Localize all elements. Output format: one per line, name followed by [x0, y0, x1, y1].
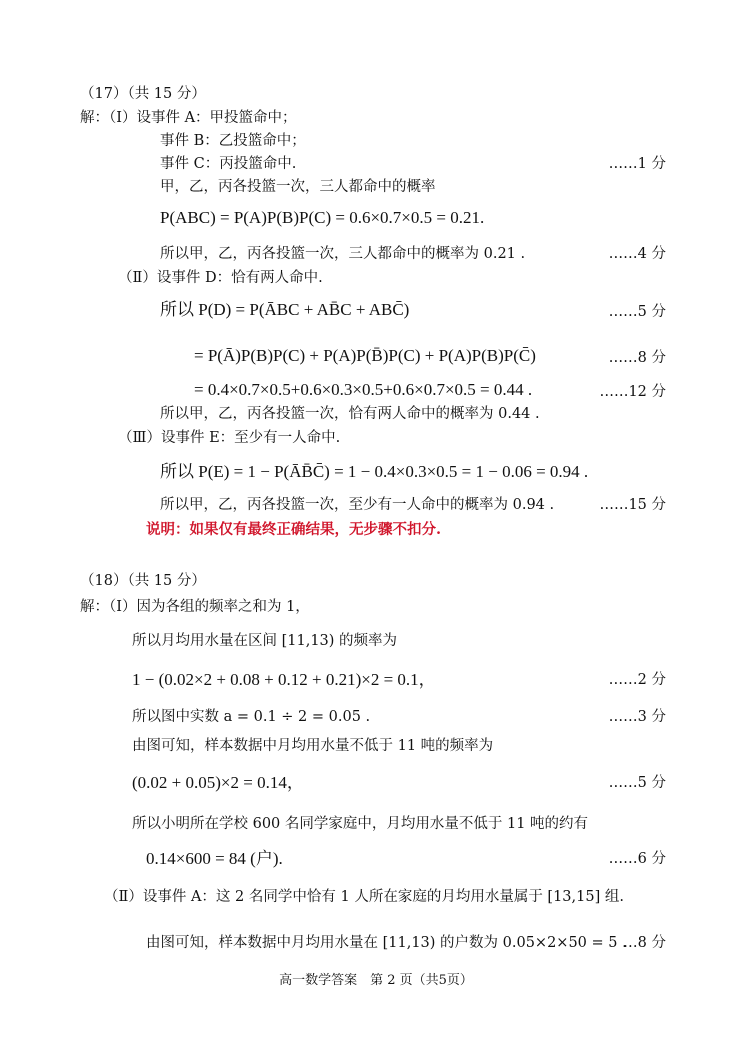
q18-p2-line1: （Ⅱ）设事件 A：这 2 名同学中恰有 1 人所在家庭的月均用水量属于 [13,15] 组. — [104, 889, 624, 905]
q17-p2-score3: ……12 分 — [599, 384, 666, 400]
q18-p1-line3: 所以图中实数 a = 0.1 ÷ 2 = 0.05 . — [132, 709, 371, 725]
q18-p2-line2: 由图可知，样本数据中月均用水量在 [11,13) 的户数为 0.05×2×50 = 5 . — [146, 935, 627, 951]
q18-header: （18）（共 15 分） — [80, 573, 206, 589]
q17-p3-equation: 所以 P(E) = 1 − P(ĀB̄C̄) = 1 − 0.4×0.3×0.5 = 1 − 0.06 = 0.94 . — [160, 462, 589, 481]
q18-p1-equation1: 1 − (0.02×2 + 0.08 + 0.12 + 0.21)×2 = 0.1， — [132, 670, 436, 689]
q17-p1-conclusion: 所以甲，乙，丙各投篮一次，三人都命中的概率为 0.21 . — [160, 246, 526, 262]
q17-p2-equation1: 所以 P(D) = P(ĀBC + AB̄C + ABC̄) — [160, 300, 410, 319]
q17-p2-equation3: = 0.4×0.7×0.5+0.6×0.3×0.5+0.6×0.7×0.5 = 0.44 . — [194, 380, 533, 399]
q17-p1-score2: ……4 分 — [608, 246, 666, 262]
q17-p1-line2: 事件 B：乙投篮命中； — [160, 133, 306, 149]
q18-p1-score3: ……5 分 — [608, 775, 666, 791]
q17-p3-conclusion: 所以甲，乙，丙各投篮一次，至少有一人命中的概率为 0.94 . — [160, 497, 555, 513]
q17-p2-line1: （Ⅱ）设事件 D：恰有两人命中. — [118, 270, 323, 286]
q18-p1-score2: ……3 分 — [608, 709, 666, 725]
q18-p2-score: …8 分 — [623, 935, 666, 951]
q17-p1-line3: 事件 C：丙投篮命中. — [160, 156, 297, 172]
q17-note: 说明：如果仅有最终正确结果，无步骤不扣分. — [146, 521, 442, 538]
q18-p1-score1: ……2 分 — [608, 672, 666, 688]
q17-p3-line1: （Ⅲ）设事件 E：至少有一人命中. — [118, 430, 341, 446]
q18-p1-line1: 解：（Ⅰ）因为各组的频率之和为 1， — [80, 599, 310, 615]
q17-p2-score2: ……8 分 — [608, 350, 666, 366]
q17-header: （17）（共 15 分） — [80, 86, 206, 102]
q18-p1-line4: 由图可知，样本数据中月均用水量不低于 11 吨的频率为 — [132, 738, 494, 754]
q18-p1-line5: 所以小明所在学校 600 名同学家庭中，月均用水量不低于 11 吨的约有 — [132, 816, 589, 832]
q17-p1-score1: ……1 分 — [608, 156, 666, 172]
q17-p2-equation2: = P(Ā)P(B)P(C) + P(A)P(B̄)P(C) + P(A)P(B)P(C̄) — [194, 346, 536, 365]
q18-p1-equation3: 0.14×600 = 84 (户). — [146, 849, 283, 868]
q17-p1-line4: 甲，乙，丙各投篮一次，三人都命中的概率 — [160, 179, 436, 195]
page-footer: 高一数学答案 第 2 页（共5页） — [279, 973, 473, 988]
q18-p1-score4: ……6 分 — [608, 851, 666, 867]
q17-p3-score: ……15 分 — [599, 497, 666, 513]
q17-p2-conclusion: 所以甲，乙，丙各投篮一次，恰有两人命中的概率为 0.44 . — [160, 406, 540, 422]
q18-p1-line2: 所以月均用水量在区间 [11,13) 的频率为 — [132, 633, 398, 649]
q17-p2-score1: ……5 分 — [608, 304, 666, 320]
q18-p1-equation2: (0.02 + 0.05)×2 = 0.14， — [132, 773, 304, 792]
q17-p1-line1: 解：（Ⅰ）设事件 A：甲投篮命中； — [80, 110, 297, 126]
q17-p1-equation: P(ABC) = P(A)P(B)P(C) = 0.6×0.7×0.5 = 0.21. — [160, 208, 485, 227]
